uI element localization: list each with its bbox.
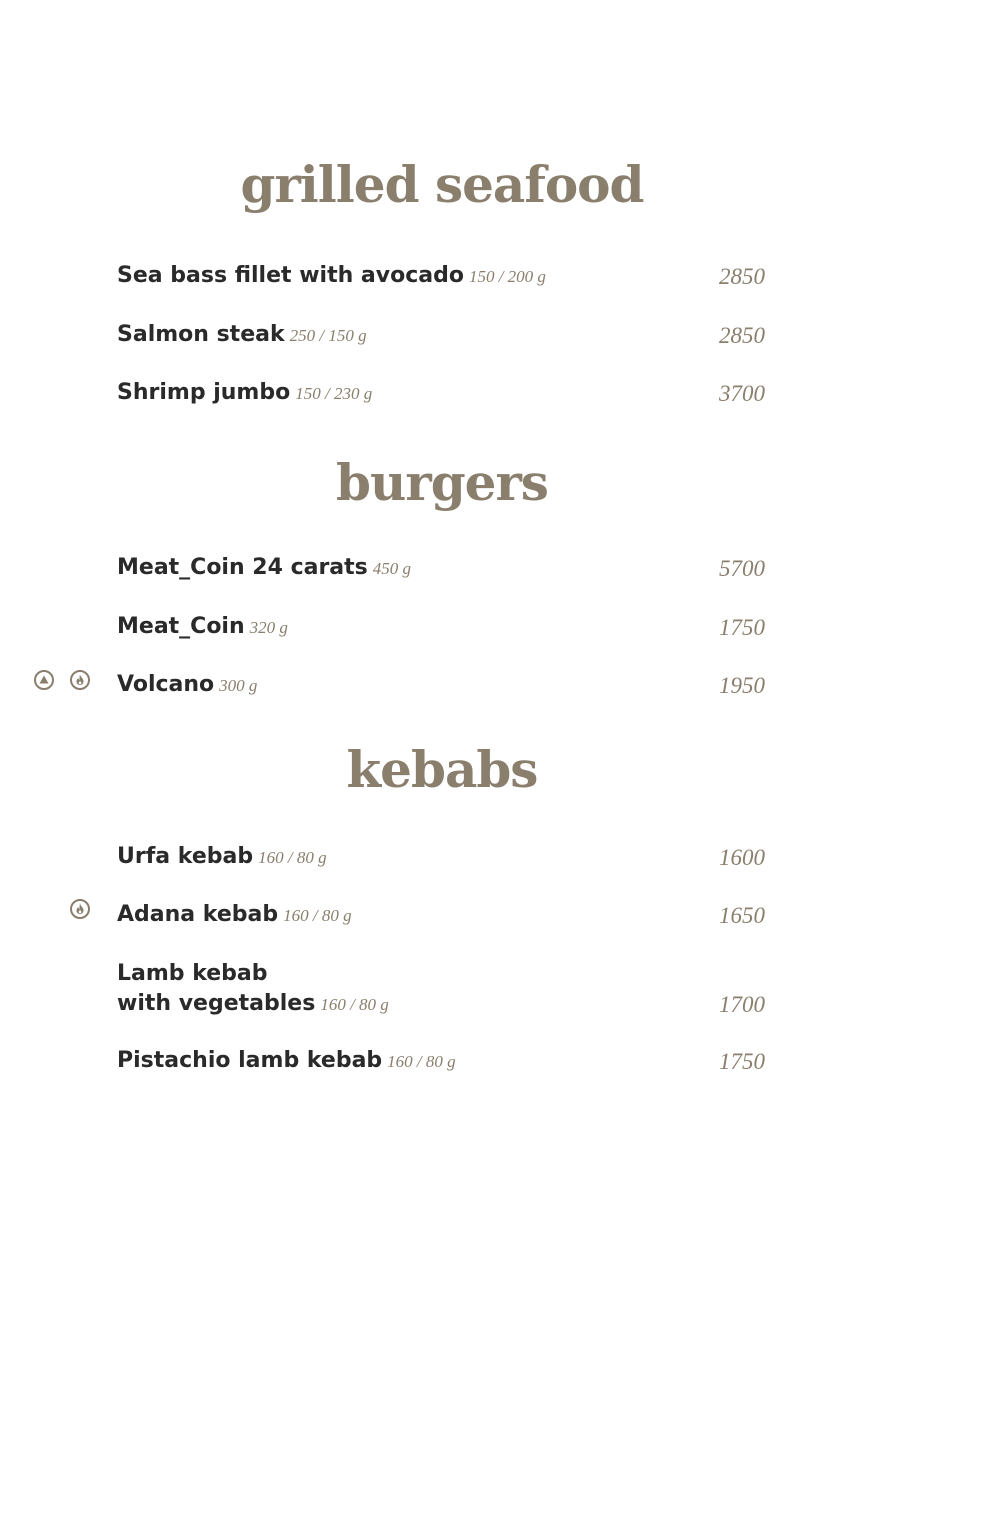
item-weight: 150 / 230 g [295,384,373,403]
menu-item-name [117,320,367,351]
item-weight: 300 g [219,676,258,695]
item-name-text: Salmon steak [117,322,285,347]
item-price: 1750 [719,1049,765,1074]
item-weight: 250 / 150 g [289,326,367,345]
item-weight: 320 g [249,618,288,637]
flame-icon [70,670,90,690]
menu-item-name [117,553,411,584]
flame-icon [70,899,90,919]
menu-item-name [117,261,546,292]
item-name-text: Meat_Coin 24 carats [117,555,368,580]
menu-item-name [117,959,389,1020]
section-title-burgers: burgers [336,453,548,512]
menu-item [117,1037,767,1077]
menu-item [117,833,767,873]
item-price: 1750 [719,615,765,640]
item-name-line2-wrap [117,989,389,1020]
menu-item [117,369,767,409]
item-weight: 160 / 80 g [387,1052,456,1071]
item-weight: 150 / 200 g [468,267,546,286]
menu-item [117,603,767,643]
item-price: 2850 [719,323,765,348]
item-weight: 160 / 80 g [320,995,389,1014]
menu-item [117,252,767,292]
section-title-grilled-seafood: grilled seafood [240,155,644,214]
item-price: 1650 [719,903,765,928]
menu-item-name [117,842,327,873]
item-price: 5700 [719,556,765,581]
item-weight: 160 / 80 g [258,848,327,867]
menu-item [117,950,767,1020]
menu-item [117,311,767,351]
item-price: 1600 [719,845,765,870]
menu-item-name [117,900,352,931]
item-price: 1950 [719,673,765,698]
item-name-text: Meat_Coin [117,614,245,639]
section-title-kebabs: kebabs [346,740,538,799]
menu-item-name [117,612,288,643]
menu-item-name [117,670,257,701]
item-name-text: Pistachio lamb kebab [117,1048,383,1073]
item-name-text: Adana kebab [117,902,279,927]
item-price: 1700 [719,992,765,1017]
menu-item-name [117,1046,456,1077]
item-name-text: Volcano [117,672,215,697]
menu-item [117,544,767,584]
item-weight: 160 / 80 g [283,906,352,925]
menu-item [117,891,767,931]
item-name-line2: with vegetables [117,991,316,1016]
item-name-line1: Lamb kebab [117,961,268,986]
item-price: 2850 [719,264,765,289]
item-name-text: Urfa kebab [117,844,254,869]
menu-item [117,661,767,701]
item-name-text: Shrimp jumbo [117,380,291,405]
triangle-icon [34,670,54,690]
menu-item-name [117,378,372,409]
item-price: 3700 [719,381,765,406]
item-weight: 450 g [372,559,412,578]
item-name-text: Sea bass fillet with avocado [117,263,464,288]
